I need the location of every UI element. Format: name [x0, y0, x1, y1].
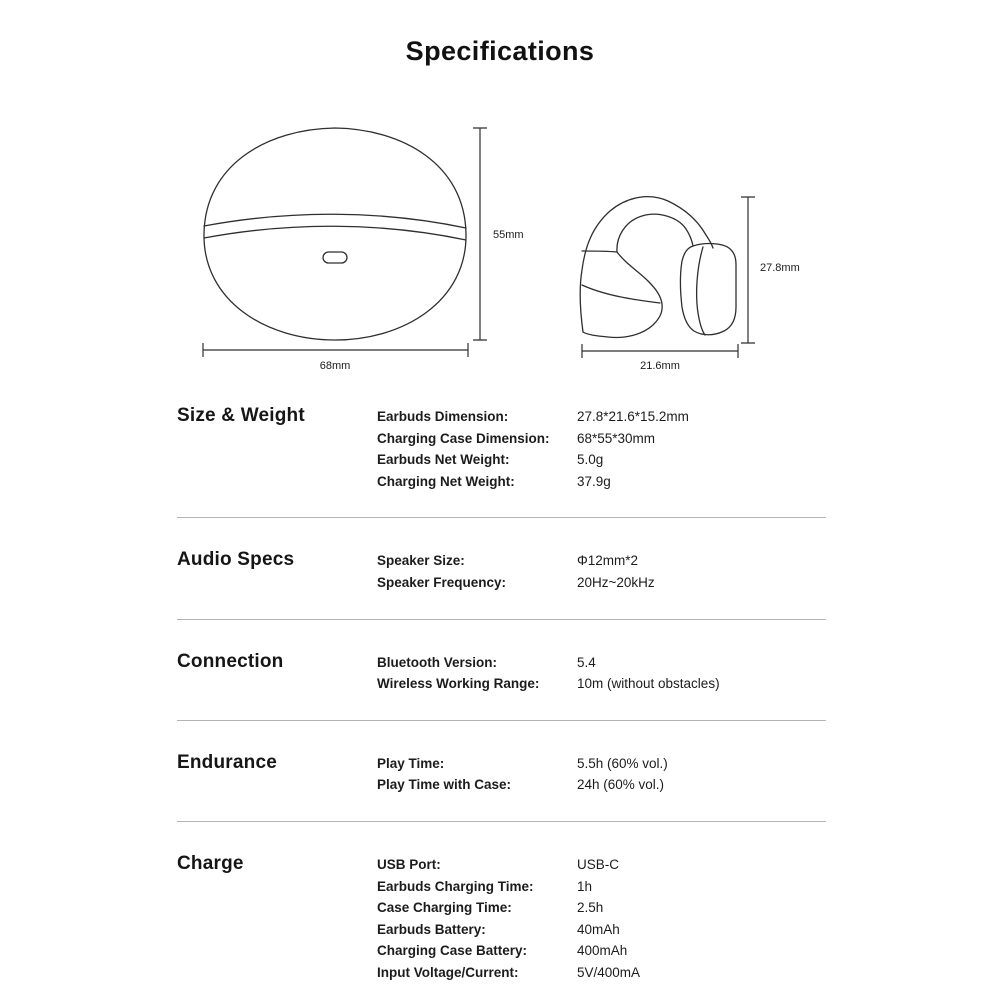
section-rows: [377, 853, 826, 984]
spec-value: Φ12mm*2: [577, 553, 639, 569]
spec-value: 5.4: [577, 654, 596, 670]
spec-row: [377, 406, 826, 428]
spec-label: Earbuds Charging Time:: [377, 878, 534, 894]
spec-row: [377, 673, 826, 695]
earbud-speaker-seam: [697, 247, 705, 335]
earbud-hook-seam: [582, 251, 617, 252]
spec-label: Earbuds Net Weight:: [377, 452, 510, 468]
spec-value: 400mAh: [577, 943, 628, 959]
spec-value: 68*55*30mm: [577, 430, 656, 446]
spec-value: 37.9g: [577, 473, 611, 489]
earbud-height-dimension-line: [741, 197, 755, 343]
page-title: Specifications: [405, 36, 595, 66]
case-width-dimension-line: [203, 343, 468, 357]
spec-row: [377, 919, 826, 941]
spec-section: [177, 821, 826, 1000]
spec-row: [377, 572, 826, 594]
section-title: Audio Specs: [177, 549, 295, 571]
earbud-speaker-outline: [681, 244, 737, 335]
spec-label: Play Time with Case:: [377, 777, 512, 793]
spec-table: [177, 405, 826, 1000]
spec-section: [177, 619, 826, 720]
section-title: Endurance: [177, 751, 277, 773]
spec-row: [377, 449, 826, 471]
spec-row: [377, 652, 826, 674]
earbud-width-dimension: [582, 344, 738, 372]
spec-row: [377, 876, 826, 898]
spec-section: [177, 405, 826, 517]
spec-value: 27.8*21.6*15.2mm: [577, 409, 689, 424]
earbud-width-dimension-line: [582, 344, 738, 358]
earbud-hook-opening: [617, 214, 693, 252]
case-height-label: 55mm: [493, 229, 524, 241]
case-height-dimension-line: [473, 128, 487, 340]
charging-case-drawing: [204, 128, 466, 340]
section-rows: [377, 651, 826, 695]
spec-row: [377, 962, 826, 984]
spec-value: 1h: [577, 878, 593, 894]
product-diagrams: [170, 115, 830, 380]
spec-value: 5V/400mA: [577, 964, 641, 980]
case-button: [323, 252, 347, 263]
spec-label: Play Time:: [377, 755, 445, 771]
spec-label: Earbuds Dimension:: [377, 409, 509, 424]
case-width-label: 68mm: [319, 360, 351, 372]
earbud-body-curve: [583, 252, 662, 338]
section-rows: [377, 752, 826, 796]
earbud-height-label: 27.8mm: [760, 262, 800, 274]
spec-value: 24h (60% vol.): [577, 777, 665, 793]
spec-value: 10m (without obstacles): [577, 676, 720, 692]
spec-label: Charging Net Weight:: [377, 473, 515, 489]
spec-label: Charging Case Battery:: [377, 943, 528, 959]
earbud-body-seam: [582, 285, 660, 303]
earbud-width-label: 21.6mm: [640, 360, 680, 372]
section-rows: [377, 549, 826, 593]
section-title: Size & Weight: [177, 405, 305, 426]
section-title: Connection: [177, 650, 284, 672]
spec-label: Charging Case Dimension:: [377, 430, 550, 446]
spec-label: Speaker Frequency:: [377, 574, 507, 590]
spec-row: [377, 753, 826, 775]
spec-value: 5.5h (60% vol.): [577, 755, 668, 771]
spec-row: [377, 897, 826, 919]
spec-label: Wireless Working Range:: [377, 676, 540, 692]
spec-value: 2.5h: [577, 900, 604, 916]
spec-label: Input Voltage/Current:: [377, 964, 519, 980]
spec-value: 40mAh: [577, 921, 620, 937]
case-lid-seam-bottom: [204, 226, 466, 240]
spec-label: Earbuds Battery:: [377, 921, 486, 937]
spec-section: [177, 720, 826, 821]
spec-label: USB Port:: [377, 856, 441, 872]
case-width-dimension: [203, 343, 468, 372]
spec-label: Case Charging Time:: [377, 900, 512, 916]
dimension-diagram: [170, 115, 830, 380]
spec-value: USB-C: [577, 856, 620, 872]
spec-label: Bluetooth Version:: [377, 654, 498, 670]
spec-value: 5.0g: [577, 452, 604, 468]
spec-value: 20Hz~20kHz: [577, 574, 655, 590]
case-height-dimension: [473, 128, 524, 340]
spec-row: [377, 940, 826, 962]
spec-row: [377, 550, 826, 572]
section-title: Charge: [177, 852, 244, 874]
earbud-hook-outline: [580, 197, 713, 332]
section-rows: [377, 405, 826, 492]
earbud-drawing: [580, 197, 736, 338]
spec-row: [377, 774, 826, 796]
spec-section: [177, 517, 826, 618]
case-outline: [204, 128, 466, 340]
earbud-height-dimension: [741, 197, 800, 343]
spec-row: [377, 428, 826, 450]
spec-row: [377, 854, 826, 876]
spec-label: Speaker Size:: [377, 553, 465, 569]
spec-row: [377, 471, 826, 493]
